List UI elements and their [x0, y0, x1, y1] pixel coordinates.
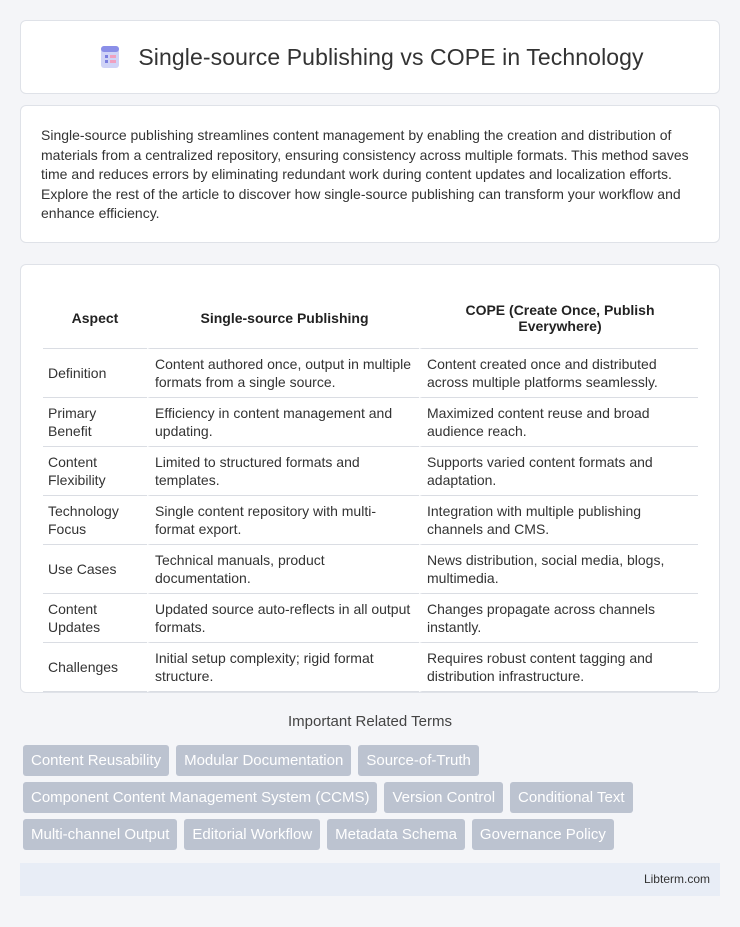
tag-metadata-schema[interactable]: Metadata Schema [327, 819, 465, 850]
row-cope: News distribution, social media, blogs, multimedia. [419, 545, 698, 594]
tag-governance-policy[interactable]: Governance Policy [472, 819, 614, 850]
table-header-row [43, 287, 698, 349]
row-aspect: Primary Benefit [43, 398, 147, 447]
row-cope: Content created once and distributed across multiple platforms seamlessly. [419, 349, 698, 398]
tag-row [23, 782, 723, 813]
intro-text: Single-source publishing streamlines content management by enabling the creation and distribution of materials from a centralized repository, ensuring consistency across multiple formats. This method saves time and reduces errors by eliminating redundant work during content updates and localization efforts. Explore the rest of the article to discover how single-source publishing can transform your workflow and enhance efficiency. [41, 127, 689, 222]
row-single-source: Single content repository with multi-format export. [147, 496, 419, 545]
row-cope: Supports varied content formats and adaptation. [419, 447, 698, 496]
row-aspect: Challenges [43, 643, 147, 692]
row-cope: Requires robust content tagging and distribution infrastructure. [419, 643, 698, 692]
related-terms-tags [23, 745, 723, 856]
header-cope: COPE (Create Once, Publish Everywhere) [419, 287, 698, 349]
row-cope: Maximized content reuse and broad audience reach. [419, 398, 698, 447]
row-aspect: Technology Focus [43, 496, 147, 545]
tag-row [23, 819, 723, 850]
row-single-source: Limited to structured formats and templates. [147, 447, 419, 496]
footer [20, 863, 720, 896]
page-title: Single-source Publishing vs COPE in Technology [138, 43, 644, 70]
row-single-source: Updated source auto-reflects in all output formats. [147, 594, 419, 643]
comparison-table-card [20, 264, 720, 693]
comparison-table [43, 287, 698, 692]
table-row [43, 349, 698, 398]
tag-multi-channel-output[interactable]: Multi-channel Output [23, 819, 177, 850]
table-row [43, 447, 698, 496]
row-single-source: Technical manuals, product documentation. [147, 545, 419, 594]
tag-row [23, 745, 723, 776]
row-aspect: Definition [43, 349, 147, 398]
row-aspect: Use Cases [43, 545, 147, 594]
table-row [43, 643, 698, 692]
document-list-icon [96, 43, 124, 71]
tag-content-reusability[interactable]: Content Reusability [23, 745, 169, 776]
tag-version-control[interactable]: Version Control [384, 782, 503, 813]
row-single-source: Content authored once, output in multiple formats from a single source. [147, 349, 419, 398]
row-aspect: Content Flexibility [43, 447, 147, 496]
tag-modular-documentation[interactable]: Modular Documentation [176, 745, 351, 776]
footer-site-link[interactable]: Libterm.com [643, 872, 710, 886]
header-aspect: Aspect [43, 287, 147, 349]
tag-conditional-text[interactable]: Conditional Text [510, 782, 632, 813]
tag-ccms[interactable]: Component Content Management System (CCMS) [23, 782, 377, 813]
row-single-source: Efficiency in content management and updating. [147, 398, 419, 447]
tag-source-of-truth[interactable]: Source-of-Truth [358, 745, 478, 776]
header-card [20, 20, 720, 94]
row-aspect: Content Updates [43, 594, 147, 643]
table-row [43, 594, 698, 643]
row-cope: Changes propagate across channels instantly. [419, 594, 698, 643]
table-row [43, 398, 698, 447]
table-row [43, 496, 698, 545]
tag-editorial-workflow[interactable]: Editorial Workflow [184, 819, 320, 850]
header-single-source: Single-source Publishing [147, 287, 419, 349]
table-row [43, 545, 698, 594]
intro-card [20, 105, 720, 243]
related-terms-title: Important Related Terms [288, 713, 452, 730]
row-single-source: Initial setup complexity; rigid format structure. [147, 643, 419, 692]
row-cope: Integration with multiple publishing channels and CMS. [419, 496, 698, 545]
